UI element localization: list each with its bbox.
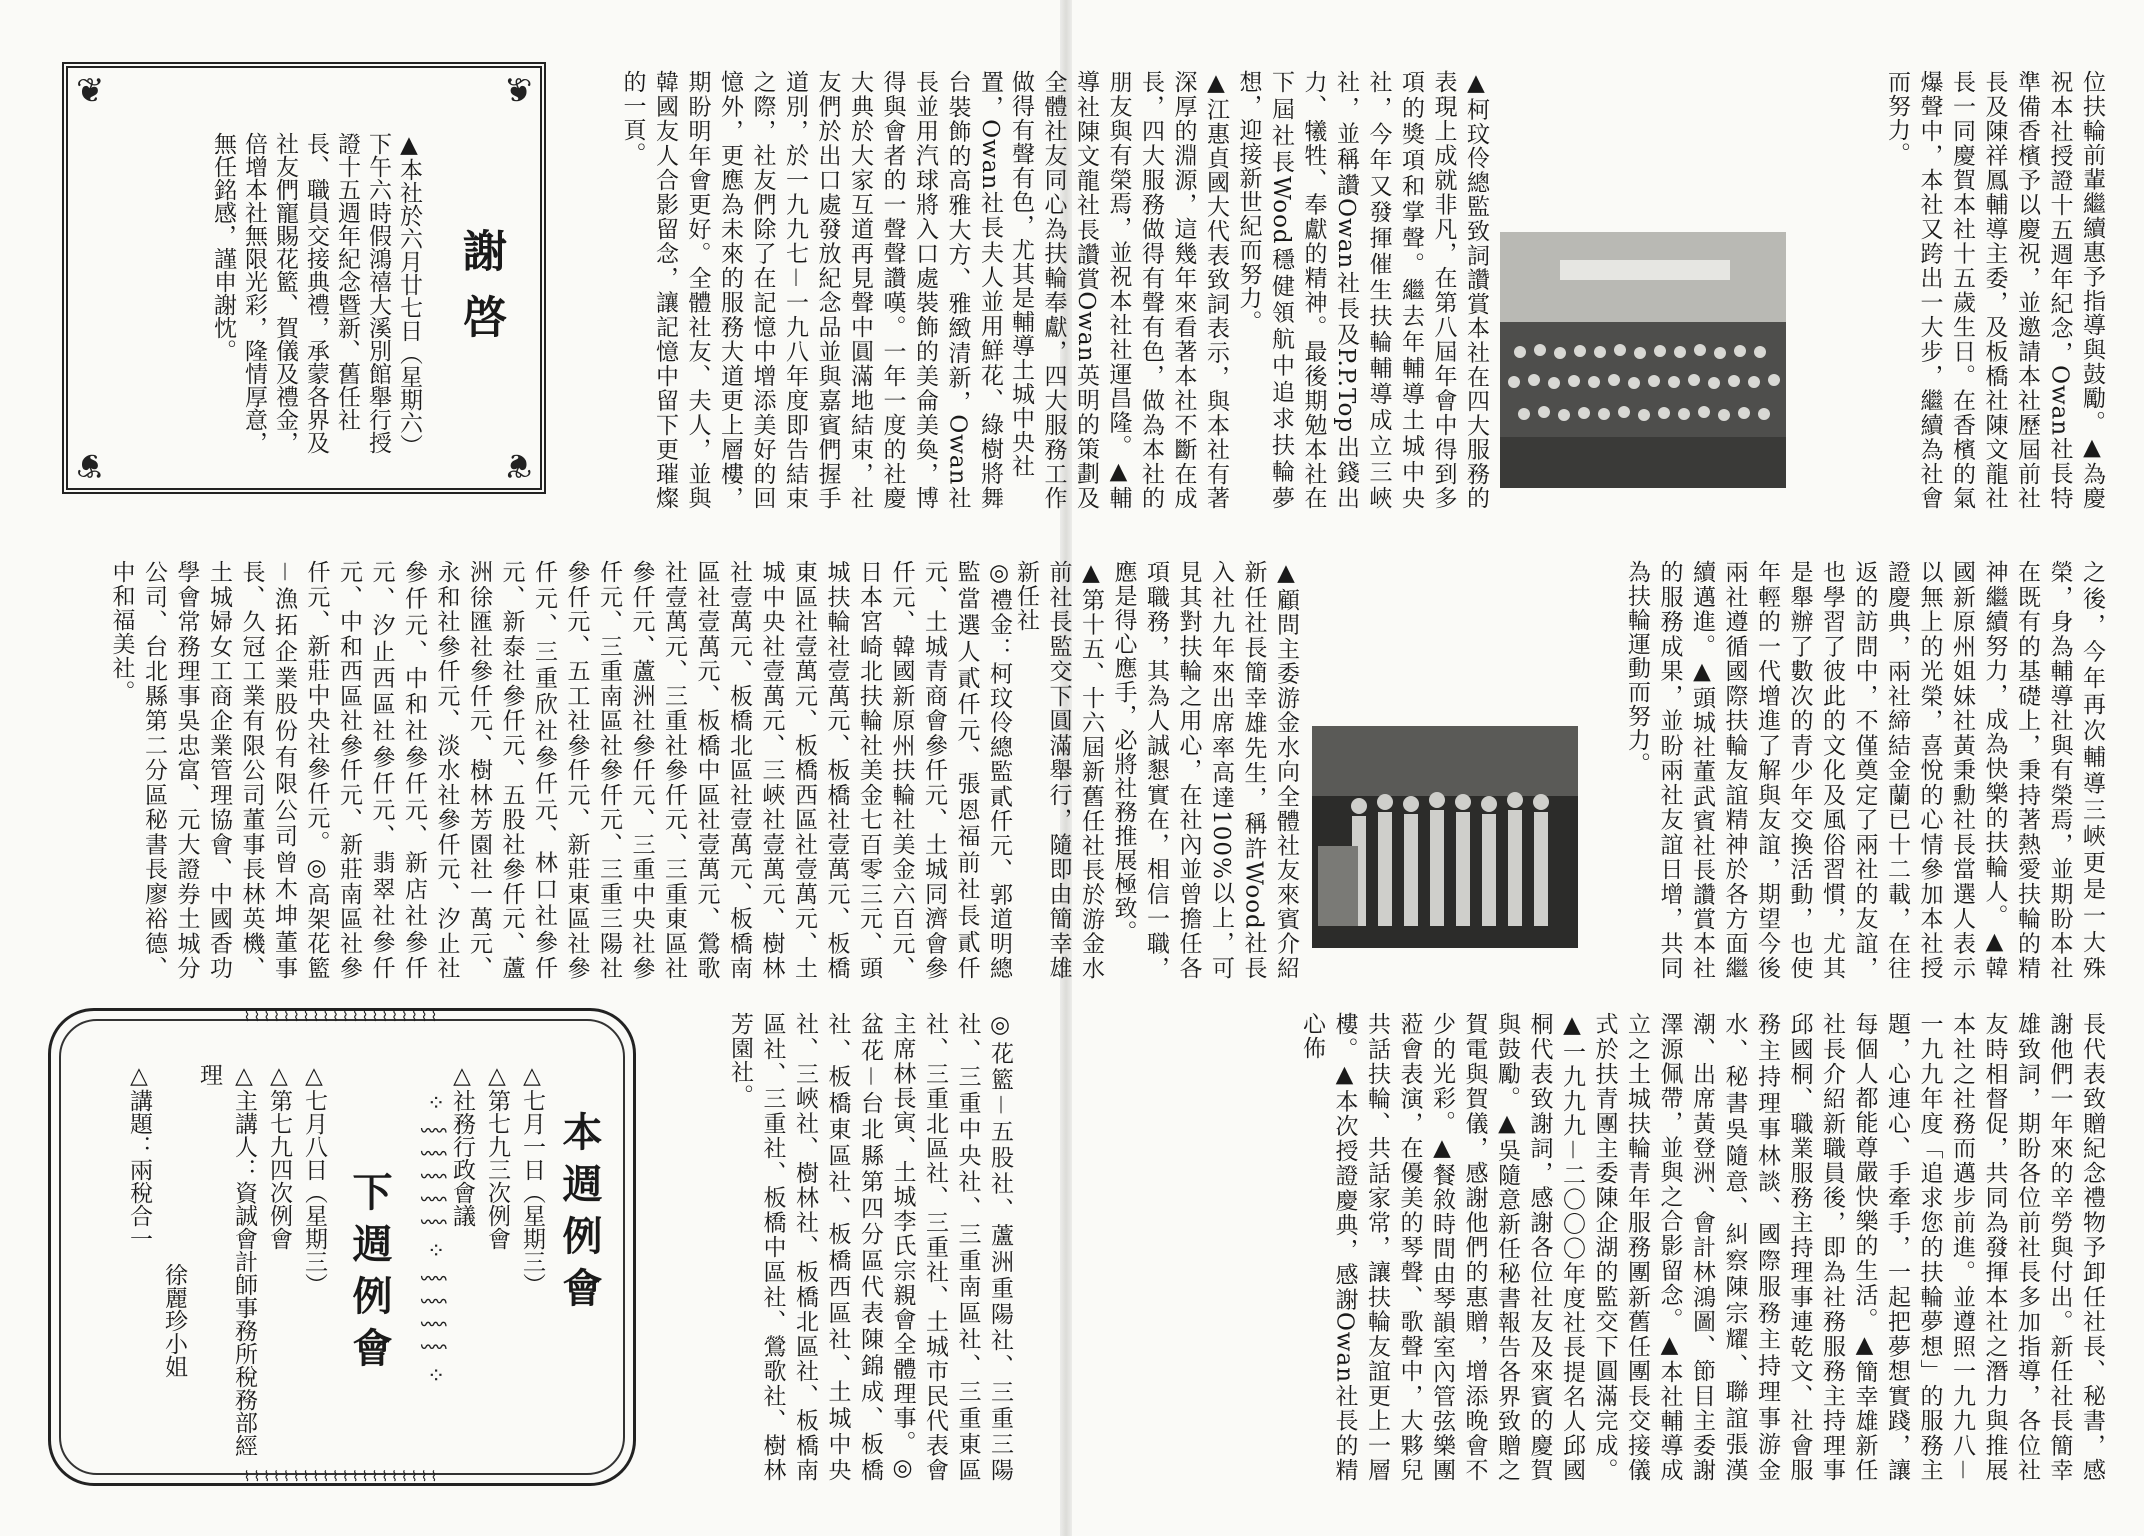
weekly-meeting-box — [48, 1008, 636, 1486]
schedule-item: △講題：兩稅合一 — [126, 1063, 152, 1250]
article-text: 長代表致贈紀念禮物予卸任社長、秘書，感謝他們一年來的辛勞與付出。新任社長簡幸雄致詞，期盼各位前社長多加指導，各位社友時相督促，共同為發揮本社之潛力與推展本社之社務而邁步前進。並遵照一九九八－一九九年度「追求您的扶輪夢想」的服務主題，心連心、手牽手，一起把夢想實踐，讓每個人都能尊嚴快樂的生活。▲簡幸雄新任社長介紹新職員後，即為社務服務主持理事邱國桐、職業服務主持理事連乾文、社會服務主持理事林談、國際服務主持理事游金水、秘書吳隨意、糾察陳宗耀、聯誼張漢潮、出席黃登洲、會計林鴻圖、節目主委謝澤源佩帶，並與之合影留念。▲本社輔導成立之土城扶輪青年服務團新舊任團長交接儀式於扶青團主委陳企湖的監交下圓滿完成。▲一九九九－二〇〇〇年度社長提名人邱國桐代表致謝詞，感謝各位社友及來賓的慶賀與鼓勵。▲吳隨意新任秘書報告各界致贈之賀電與賀儀，感謝他們的惠贈，增添晚會不少的光彩。▲餐敘時間由琴韻室內管弦樂團蒞會表演，在優美的琴聲、歌聲中，大夥兒共話扶輪、共話家常，讓扶輪友誼更上一層樓。▲本次授證慶典，感謝Owan社長的精心佈 — [1299, 1012, 2105, 1482]
left-page — [0, 0, 1060, 1536]
schedule-item: △第七九四次例會 — [266, 1063, 292, 1250]
left-top-article — [580, 70, 1006, 510]
vine-divider-icon: ⌇⌇⌇⌇⌇⌇⌇⌇⌇⌇⌇⌇⌇⌇⌇⌇⌇⌇⌇⌇ — [243, 1009, 441, 1025]
this-week-list — [449, 1063, 549, 1443]
right-top-article-continued — [1008, 70, 1492, 510]
article-text: ▲柯玟伶總監致詞讚賞本社在四大服務的表現上成就非凡，在第八屆年會中得到多項的獎項和掌聲。繼去年輔導土城中央社，今年又發揮催生扶輪輔導成立三峽社，並稱讚Owan社長及P.P.Top出錢出力、犧牲、奉獻的精神。最後期勉本社在下屆社長Wood穩健領航中追求扶輪夢想，迎接新世紀而努力。 — [1235, 70, 1489, 510]
right-mid-article-lead — [1624, 560, 2108, 980]
article-text: 之後，今年再次輔導三峽更是一大殊榮，身為輔導社與有榮焉，並期盼本社在既有的基礎上，秉持著熱愛扶輪的精神繼續努力，成為快樂的扶輪人。▲韓國新原州姐妹社黃秉勳社長當選人表示以無上的光榮，喜悅的心情參加本社授證慶典，兩社締結金蘭已十二載，在往返的訪問中，不僅奠定了兩社的友誼，也學習了彼此的文化及風俗習慣，尤其是舉辦了數次的青少年交換活動，也使年輕的一代增進了解與友誼，期望今後兩社遵循國際扶輪友誼精神於各方面繼續邁進。▲頭城社董武賓社長讚賞本社的服務成果，並盼兩社友誼日增，共同為扶輪運動而努力。 — [1624, 560, 2105, 980]
schedule-item: △主講人：資誠會計師事務所稅務部經理 — [196, 1063, 257, 1457]
left-bottom-article — [680, 1012, 1016, 1482]
schedule-item: △七月一日（星期三） — [519, 1063, 545, 1296]
schedule-item: △第七九三次例會 — [484, 1063, 510, 1250]
schedule-item: △七月八日（星期三） — [301, 1063, 327, 1296]
article-text: 位扶輪前輩繼續惠予指導與鼓勵。▲為慶祝本社授證十五週年紀念，Owan社長特準備香檳予以慶祝，並邀請本社歷屆前社長及陳祥鳳輔導主委，及板橋社陳文龍社長一同慶賀本社十五歲生日。在香檳的氣爆聲中，本社又跨出一大步，繼續為社會而努力。 — [1884, 70, 2105, 510]
thanks-title: 謝啓 — [455, 228, 506, 360]
corner-ornament-icon: ❦ — [76, 71, 105, 111]
article-text: 置，Owan社長夫人並用鮮花、綠樹將舞台裝飾的高雅大方、雅緻清新，Owan社長並用汽球將入口處裝飾的美侖美奐，博得與會者的一聲聲讚嘆。一年一度的社慶大典於大家互道再見聲中圓滿地結束，社友們於出口處發放紀念品並與嘉賓們握手道別，於一九九七－一九八年度即告結束之際，社友們除了在記憶中增添美好的回憶外，更應為未來的服務大道更上層樓，期盼明年會更好。全體社友、夫人，並與韓國友人合影留念，讓記憶中留下更璀燦的一頁。 — [619, 70, 1003, 510]
thanks-body: ▲本社於六月廿七日（星期六）下午六時假鴻禧大溪別館舉行授證十五週年紀念暨新、舊任社長、職員交接典禮，承蒙各界及社友們寵賜花籃、賀儀及禮金，倍增本社無限光彩，隆情厚意，無任銘感，謹申謝忱。 — [210, 132, 422, 457]
right-mid-article-continued — [1013, 560, 1302, 980]
corner-ornament-icon: ❦ — [503, 445, 532, 485]
corner-ornament-icon: ❦ — [76, 445, 105, 485]
next-week-list — [126, 1063, 331, 1463]
thanks-notice-box — [62, 62, 546, 494]
left-mid-article — [60, 560, 1015, 980]
schedule-item: 徐麗珍小姐 — [161, 1263, 187, 1378]
right-top-article-lead — [1792, 70, 2108, 510]
vine-divider-icon: ⁘ ⸾ ⸾ ⸾ ⸾ ⸾ ⁘ ⸾ ⸾ ⸾ ⸾ ⁘ — [422, 1093, 447, 1389]
corner-ornament-icon: ❦ — [503, 71, 532, 111]
vine-divider-icon: ⌇⌇⌇⌇⌇⌇⌇⌇⌇⌇⌇⌇⌇⌇⌇⌇⌇⌇⌇⌇ — [243, 1469, 441, 1485]
this-week-title: 本週例會 — [556, 1111, 603, 1319]
next-week-title: 下週例會 — [346, 1171, 393, 1379]
gift-list-text: ◎禮金：柯玟伶總監貳仟元、郭道明總監當選人貳仟元、張恩福前社長貳仟元、土城青商會參仟元、土城同濟會參仟元、韓國新原州扶輪社美金六百元、日本宮崎北扶輪社美金七百零三元、頭城扶輪社壹萬元、板橋社壹萬元、板橋東區社壹萬元、板橋西區社壹萬元、土城中央社壹萬元、三峽社壹萬元、樹林社壹萬元、板橋北區社壹萬元、板橋南區社壹萬元、板橋中區社壹萬元、鶯歌社壹萬元、三重社參仟元、三重東區社參仟元、蘆洲社參仟元、三重中央社參仟元、三重南區社參仟元、三重三陽社參仟元、五工社參仟元、新莊東區社參仟元、三重欣社參仟元、林口社參仟元、新泰社參仟元、五股社參仟元、蘆洲徐匯社參仟元、樹林芳園社一萬元、永和社參仟元、淡水社參仟元、汐止社參仟元、中和社參仟元、新店社參仟元、汐止西區社參仟元、翡翠社參仟元、中和西區社參仟元、新莊南區社參仟元、新莊中央社參仟元。◎高架花籃－漁拓企業股份有限公司曾木坤董事長、久冠工業有限公司董事長林英機、土城婦女工商企業管理協會、中國香功學會常務理事吳忠富、元大證券土城分公司、台北縣第二分區秘書長廖裕德、中和福美社。 — [108, 560, 1012, 980]
group-photo — [1500, 232, 1786, 488]
schedule-item: △社務行政會議 — [449, 1063, 475, 1227]
right-page — [1008, 0, 2144, 1536]
article-text: ▲第十五、十六屆新舊任社長於游金水前社長監交下圓滿舉行，隨即由簡幸雄新任社 — [1013, 560, 1104, 980]
right-bottom-article — [1112, 1012, 2108, 1482]
article-text: ▲顧問主委游金水向全體社友來賓介紹新任社長簡幸雄先生，稱許Wood社長入社九年來出席率高達100%以上，可見其對扶輪之用心，在社內並曾擔任各項職務，其為人誠懇實在，相信一職，應是得心應手，必將社務推展極致。 — [1110, 560, 1299, 980]
ceremony-photo — [1312, 726, 1578, 948]
article-text: ▲江惠貞國大代表致詞表示，與本社有著深厚的淵源，這幾年來看著本社不斷在成長，四大服務做得有聲有色，做為本社的朋友與有榮焉，並祝本社社運昌隆。▲輔導社陳文龍社長讚賞Owan英明的策劃及全體社友同心為扶輪奉獻，四大服務工作做得有聲有色，尤其是輔導土城中央社 — [1008, 70, 1229, 510]
flower-list-text: ◎花籃－五股社、蘆洲重陽社、三重三陽社、三重中央社、三重南區社、三重東區社、三重北區社、三重社、土城市民代表會主席林長寅、土城李氏宗親會全體理事。◎盆花－台北縣第四分區代表陳錦成、板橋社、板橋東區社、板橋西區社、土城中央社、三峽社、樹林社、板橋北區社、板橋南區社、三重社、板橋中區社、鶯歌社、樹林芳園社。 — [727, 1012, 1013, 1482]
